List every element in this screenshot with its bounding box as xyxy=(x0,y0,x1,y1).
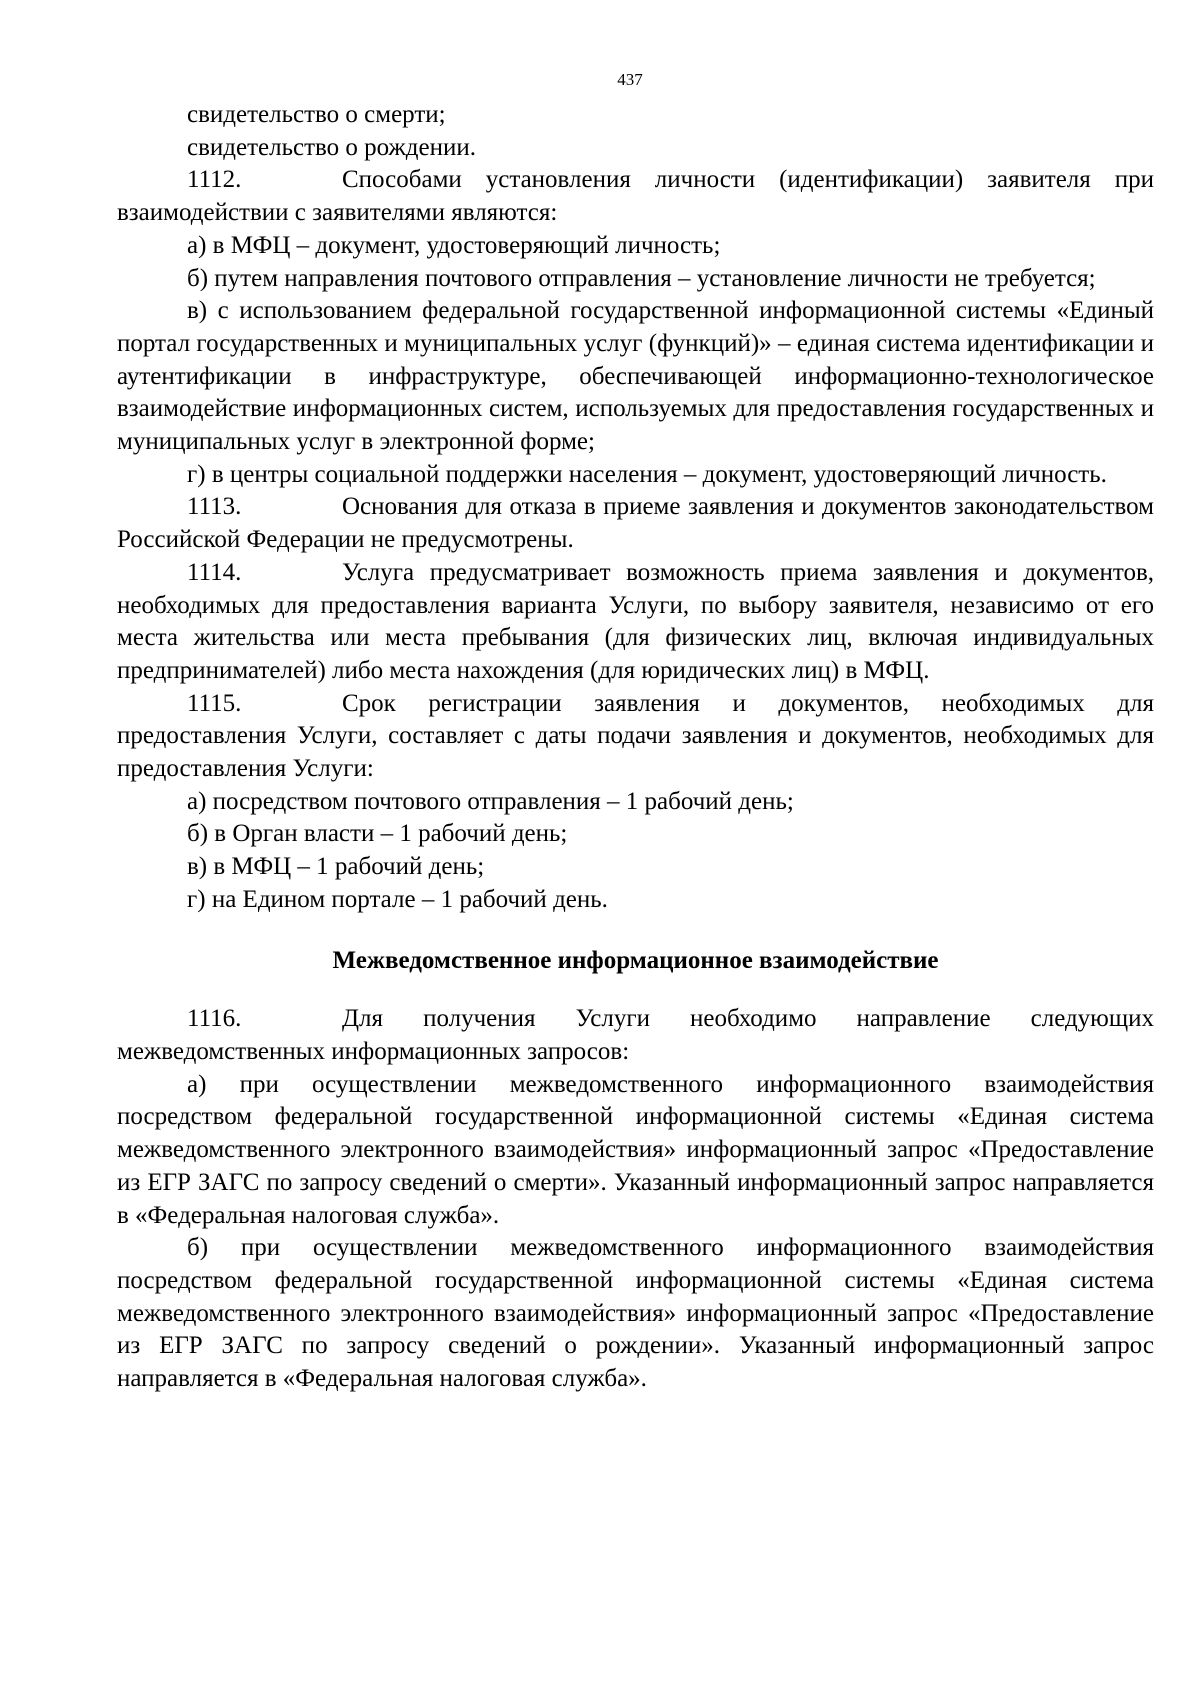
list-item: а) при осуществлении межведомственного информационного взаимодействия посредством федеральной государственной информационной системы «Единая система межведомственного электронного взаимодействия» информационный запрос «Предоставление из ЕГР ЗАГС по запросу сведений о смерти». Указанный информационный запрос направляется в «Федеральная налоговая служба». xyxy=(117,1070,1154,1229)
list-item: а) в МФЦ – документ, удостоверяющий личность; xyxy=(187,231,721,259)
list-item: в) в МФЦ – 1 рабочий день; xyxy=(187,853,485,881)
clause-text: Для получения Услуги необходимо направление следующих межведомственных информационных запросов: xyxy=(117,1005,1154,1065)
clause-1114 xyxy=(117,557,1154,688)
list-item: а) посредством почтового отправления – 1 рабочий день; xyxy=(187,787,794,815)
clause-text: Услуга предусматривает возможность приема заявления и документов, необходимых для предоставления варианта Услуги, по выбору заявителя, независимо от его места жительства или места пребывания (для физических лиц, включая индивидуальных предпринимателей) либо места нахождения (для юридических лиц) в МФЦ. xyxy=(117,558,1154,684)
clause-number: 1114. xyxy=(187,558,242,586)
clause-number: 1112. xyxy=(187,166,242,194)
list-item: г) на Едином портале – 1 рабочий день. xyxy=(187,885,608,913)
clause-number: 1115. xyxy=(187,689,242,717)
clause-text: Срок регистрации заявления и документов, необходимых для предоставления Услуги, составляет с даты подачи заявления и документов, необходимых для предоставления Услуги: xyxy=(117,689,1154,783)
list-item: б) при осуществлении межведомственного информационного взаимодействия посредством федеральной государственной информационной системы «Единая система межведомственного электронного взаимодействия» информационный запрос «Предоставление из ЕГР ЗАГС по запросу сведений о рождении». Указанный информационный запрос направляется в «Федеральная налоговая служба». xyxy=(117,1234,1154,1393)
list-item: б) путем направления почтового отправления – установление личности не требуется; xyxy=(187,264,1096,292)
clause-text: Основания для отказа в приеме заявления и документов законодательством Российской Федерации не предусмотрены. xyxy=(117,493,1154,554)
clause-number: 1116. xyxy=(187,1005,242,1033)
list-item: г) в центры социальной поддержки населения – документ, удостоверяющий личность. xyxy=(187,460,1107,488)
document-body xyxy=(117,99,1154,1396)
clause-text: Способами установления личности (идентификации) заявителя при взаимодействии с заявителями являются: xyxy=(117,166,1154,227)
clause-1116 xyxy=(117,1003,1154,1068)
page-number: 437 xyxy=(617,70,643,89)
list-item: б) в Орган власти – 1 рабочий день; xyxy=(187,820,568,848)
list-item: в) с использованием федеральной государственной информационной системы «Единый портал государственных и муниципальных услуг (функций)» – единая система идентификации и аутентификации в инфраструктуре, обеспечивающей информационно-технологическое взаимодействие информационных систем, используемых для предоставления государственных и муниципальных услуг в электронной форме; xyxy=(117,297,1154,456)
clause-1113 xyxy=(117,491,1154,556)
clause-1112 xyxy=(117,164,1154,229)
paragraph-death-certificate: свидетельство о смерти; xyxy=(187,101,446,128)
clause-number: 1113. xyxy=(187,493,242,521)
clause-1115 xyxy=(117,688,1154,786)
section-heading: Межведомственное информационное взаимодействие xyxy=(332,946,939,974)
paragraph-birth-certificate: свидетельство о рождении. xyxy=(187,133,477,161)
